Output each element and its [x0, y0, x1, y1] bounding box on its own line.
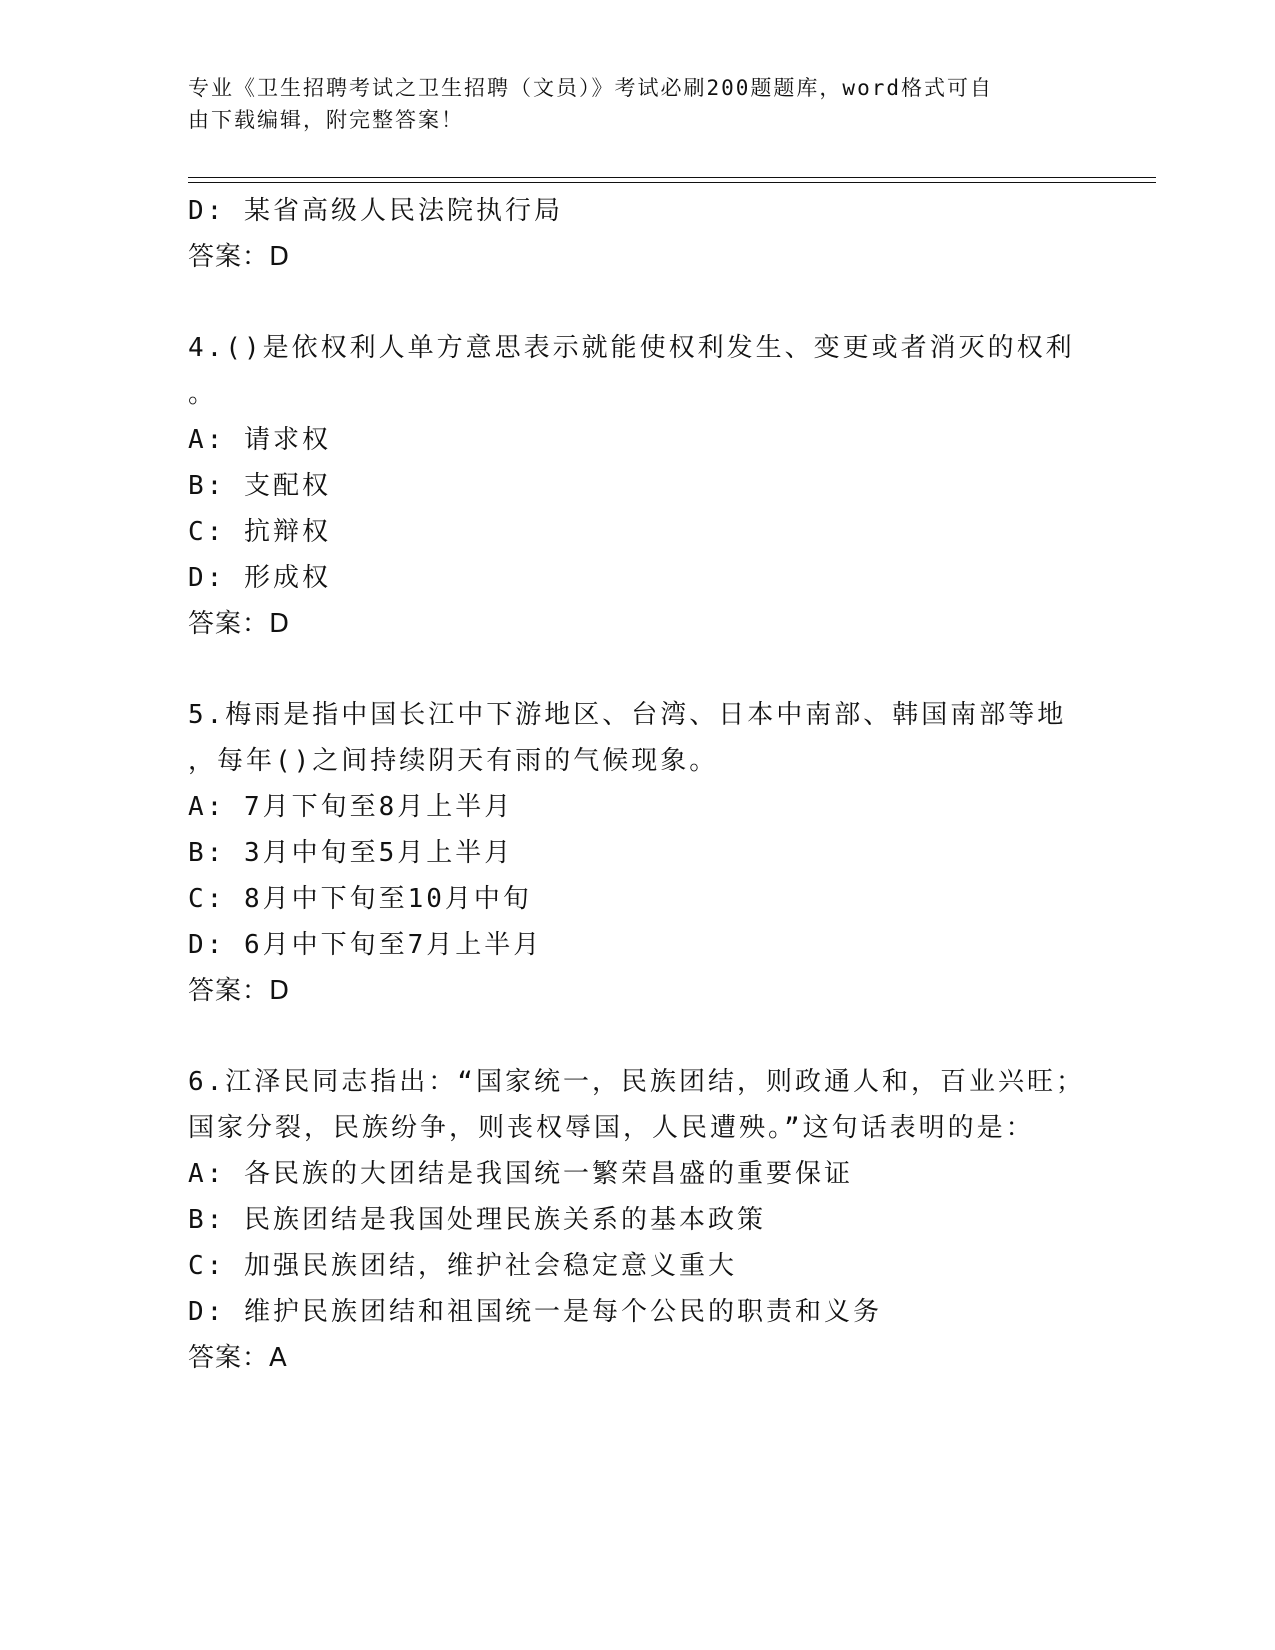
question-5 [188, 692, 1088, 1014]
option-b: B: 支配权 [188, 471, 331, 501]
header-divider-bottom [188, 182, 1156, 183]
header-line-1: 专业《卫生招聘考试之卫生招聘（文员）》考试必刷200题题库，word格式可自 [188, 76, 993, 100]
question-stem-cont: 。 [188, 379, 218, 409]
header-divider-top [188, 177, 1156, 178]
option-a: A: 7月下旬至8月上半月 [188, 792, 514, 822]
option-d: D: 6月中下旬至7月上半月 [188, 930, 543, 960]
spacer [188, 647, 1088, 692]
option-c: C: 加强民族团结，维护社会稳定意义重大 [188, 1251, 737, 1281]
prev-question-tail [188, 188, 1088, 280]
option-b: B: 3月中旬至5月上半月 [188, 838, 514, 868]
spacer [188, 280, 1088, 325]
option-d: D: 某省高级人民法院执行局 [188, 196, 563, 226]
header-line-2: 由下载编辑，附完整答案！ [188, 108, 464, 132]
question-4 [188, 325, 1088, 647]
answer-line: 答案：D [188, 976, 291, 1006]
option-a: A: 各民族的大团结是我国统一繁荣昌盛的重要保证 [188, 1159, 853, 1189]
option-d: D: 维护民族团结和祖国统一是每个公民的职责和义务 [188, 1297, 882, 1327]
document-header [188, 72, 1068, 136]
option-c: C: 8月中下旬至10月中旬 [188, 884, 532, 914]
question-stem: 4.()是依权利人单方意思表示就能使权利发生、变更或者消灭的权利 [188, 333, 1075, 363]
question-stem: 5.梅雨是指中国长江中下游地区、台湾、日本中南部、韩国南部等地 [188, 700, 1067, 730]
answer-line: 答案：A [188, 1343, 288, 1373]
question-list [188, 188, 1088, 1381]
option-b: B: 民族团结是我国处理民族关系的基本政策 [188, 1205, 766, 1235]
question-stem-cont: 国家分裂，民族纷争，则丧权辱国，人民遭殃。”这句话表明的是： [188, 1113, 1035, 1143]
option-a: A: 请求权 [188, 425, 331, 455]
option-c: C: 抗辩权 [188, 517, 331, 547]
answer-line: 答案：D [188, 609, 291, 639]
question-stem: 6.江泽民同志指出：“国家统一，民族团结，则政通人和，百业兴旺； [188, 1067, 1085, 1097]
spacer [188, 1014, 1088, 1059]
answer-line: 答案：D [188, 242, 291, 272]
option-d: D: 形成权 [188, 563, 331, 593]
question-6 [188, 1059, 1088, 1381]
question-stem-cont: ，每年()之间持续阴天有雨的气候现象。 [188, 746, 719, 776]
